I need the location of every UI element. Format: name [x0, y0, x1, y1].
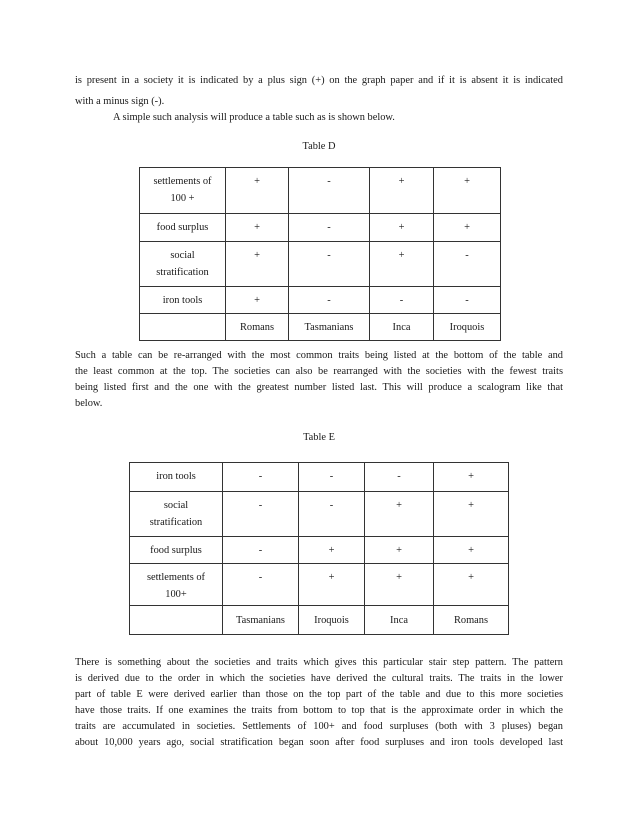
table-row — [140, 214, 501, 242]
empty-cell — [140, 314, 226, 341]
trait-cell: - — [289, 287, 370, 314]
table-row — [130, 492, 509, 537]
trait-cell: + — [226, 287, 289, 314]
table-d-caption: Table D — [302, 141, 336, 152]
trait-cell: - — [365, 463, 434, 492]
table-row — [130, 606, 509, 635]
closing-line-6: about 10,000 years ago, social stratification began soon after food surpluses and iron tools developed last — [75, 737, 563, 748]
trait-label: iron tools — [140, 287, 226, 314]
trait-cell: + — [434, 463, 509, 492]
society-name: Inca — [370, 314, 434, 341]
trait-cell: + — [365, 564, 434, 606]
table-row — [140, 242, 501, 287]
closing-line-1: There is something about the societies and traits which gives this particular stair step pattern. The pattern — [75, 657, 563, 668]
trait-cell: + — [299, 537, 365, 564]
trait-cell: + — [434, 168, 501, 214]
society-name: Iroquois — [434, 314, 501, 341]
trait-cell: + — [434, 564, 509, 606]
trait-cell: - — [223, 537, 299, 564]
trait-label: food surplus — [140, 214, 226, 242]
trait-cell: - — [434, 242, 501, 287]
trait-cell: - — [223, 564, 299, 606]
table-row — [130, 564, 509, 606]
closing-line-3: part of table E were derived earlier than those on the top part of the table and due to this more societies — [75, 689, 563, 700]
intro-line-3: A simple such analysis will produce a table such as is shown below. — [113, 112, 395, 123]
trait-cell: - — [223, 492, 299, 537]
table-e — [129, 462, 509, 635]
middle-line-3: being listed first and the one with the greatest number listed last. This will produce a scalogram like that — [75, 382, 563, 393]
table-d — [139, 167, 501, 341]
table-row — [130, 463, 509, 492]
trait-cell: + — [370, 214, 434, 242]
trait-label: social stratification — [130, 492, 223, 537]
society-name: Tasmanians — [223, 606, 299, 635]
table-e-caption: Table E — [303, 432, 335, 443]
trait-cell: - — [299, 463, 365, 492]
trait-label: social stratification — [140, 242, 226, 287]
middle-line-2: the least common at the top. The societies can also be rearranged with the societies with the fewest traits — [75, 366, 563, 377]
trait-label: food surplus — [130, 537, 223, 564]
trait-label: settlements of 100 + — [140, 168, 226, 214]
table-row — [140, 168, 501, 214]
society-name: Inca — [365, 606, 434, 635]
trait-cell: + — [226, 242, 289, 287]
table-row — [130, 537, 509, 564]
closing-line-5: traits are accumulated in societies. Settlements of 100+ and food surpluses (both with 3 pluses) began — [75, 721, 563, 732]
closing-line-4: have those traits. If one examines the traits from bottom to top that is the approximate order in which the — [75, 705, 563, 716]
society-name: Romans — [226, 314, 289, 341]
trait-cell: + — [226, 168, 289, 214]
middle-line-4: below. — [75, 398, 103, 409]
trait-label: iron tools — [130, 463, 223, 492]
trait-cell: - — [299, 492, 365, 537]
empty-cell — [130, 606, 223, 635]
society-name: Tasmanians — [289, 314, 370, 341]
trait-cell: - — [434, 287, 501, 314]
trait-cell: - — [223, 463, 299, 492]
intro-line-2: with a minus sign (-). — [75, 96, 165, 107]
intro-line-1: is present in a society it is indicated by a plus sign (+) on the graph paper and if it is absent it is indicated — [75, 75, 563, 86]
table-row — [140, 287, 501, 314]
table-row — [140, 314, 501, 341]
trait-cell: - — [289, 214, 370, 242]
trait-cell: + — [365, 537, 434, 564]
trait-cell: + — [299, 564, 365, 606]
trait-cell: + — [370, 242, 434, 287]
society-name: Romans — [434, 606, 509, 635]
trait-cell: - — [289, 168, 370, 214]
trait-cell: + — [434, 537, 509, 564]
trait-cell: + — [226, 214, 289, 242]
trait-cell: + — [365, 492, 434, 537]
trait-cell: - — [370, 287, 434, 314]
middle-line-1: Such a table can be re-arranged with the most common traits being listed at the bottom of the table and — [75, 350, 563, 361]
society-name: Iroquois — [299, 606, 365, 635]
trait-cell: - — [289, 242, 370, 287]
trait-cell: + — [434, 492, 509, 537]
trait-cell: + — [370, 168, 434, 214]
trait-label: settlements of 100+ — [130, 564, 223, 606]
trait-cell: + — [434, 214, 501, 242]
closing-line-2: is derived due to the order in which the societies have derived the cultural traits. The traits in the lower — [75, 673, 563, 684]
